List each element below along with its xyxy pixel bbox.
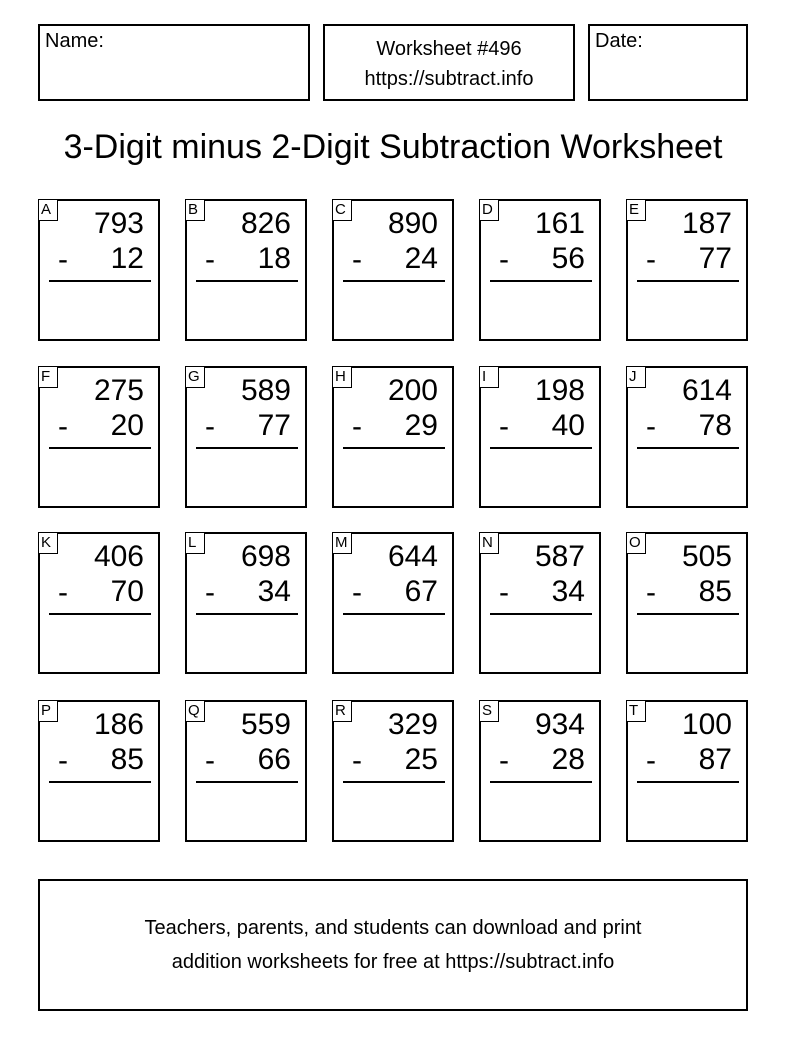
answer-line [343, 280, 445, 282]
problem-letter: S [479, 700, 499, 722]
answer-line [343, 447, 445, 449]
answer-line [637, 613, 739, 615]
minuend: 587 [534, 540, 585, 573]
answer-line [49, 447, 151, 449]
answer-line [637, 280, 739, 282]
minuend: 644 [387, 540, 438, 573]
minus-sign: - [352, 744, 362, 777]
minuend: 505 [681, 540, 732, 573]
subtrahend: 24 [404, 242, 438, 275]
page-title: 3-Digit minus 2-Digit Subtraction Worksheet [63, 128, 723, 166]
minuend: 406 [93, 540, 144, 573]
problem-card-p[interactable] [38, 700, 160, 842]
minus-sign: - [499, 744, 509, 777]
minus-sign: - [205, 410, 215, 443]
minus-sign: - [646, 410, 656, 443]
subtrahend: 40 [551, 409, 585, 442]
minuend: 100 [681, 708, 732, 741]
problem-card-g[interactable] [185, 366, 307, 508]
subtrahend: 85 [698, 575, 732, 608]
minuend: 793 [93, 207, 144, 240]
problem-card-m[interactable] [332, 532, 454, 674]
subtrahend: 56 [551, 242, 585, 275]
minus-sign: - [58, 243, 68, 276]
date-field-box[interactable] [588, 24, 748, 101]
problem-letter: C [332, 199, 352, 221]
answer-line [49, 280, 151, 282]
problem-letter: H [332, 366, 352, 388]
problem-letter: K [38, 532, 58, 554]
subtrahend: 77 [698, 242, 732, 275]
answer-line [343, 781, 445, 783]
footer-box [38, 879, 748, 1011]
answer-line [637, 781, 739, 783]
problem-letter: G [185, 366, 205, 388]
answer-line [637, 447, 739, 449]
minuend: 275 [93, 374, 144, 407]
problem-letter: B [185, 199, 205, 221]
minuend: 826 [240, 207, 291, 240]
minuend: 329 [387, 708, 438, 741]
problem-card-t[interactable] [626, 700, 748, 842]
answer-line [490, 447, 592, 449]
problem-letter: N [479, 532, 499, 554]
minus-sign: - [646, 243, 656, 276]
problem-letter: I [479, 366, 499, 388]
minus-sign: - [352, 576, 362, 609]
subtrahend: 70 [110, 575, 144, 608]
answer-line [196, 280, 298, 282]
problem-letter: P [38, 700, 58, 722]
problem-card-j[interactable] [626, 366, 748, 508]
minus-sign: - [499, 410, 509, 443]
problem-card-l[interactable] [185, 532, 307, 674]
answer-line [196, 447, 298, 449]
minus-sign: - [58, 410, 68, 443]
problem-letter: F [38, 366, 58, 388]
subtrahend: 12 [110, 242, 144, 275]
minuend: 890 [387, 207, 438, 240]
problem-letter: A [38, 199, 58, 221]
problem-card-h[interactable] [332, 366, 454, 508]
answer-line [490, 781, 592, 783]
minus-sign: - [499, 243, 509, 276]
answer-line [196, 781, 298, 783]
problem-card-i[interactable] [479, 366, 601, 508]
footer-line-1: Teachers, parents, and students can download and print [144, 917, 642, 939]
problem-card-a[interactable] [38, 199, 160, 341]
name-label: Name: [45, 30, 104, 52]
worksheet-info-box [323, 24, 575, 101]
minuend: 161 [534, 207, 585, 240]
problem-letter: M [332, 532, 352, 554]
minuend: 186 [93, 708, 144, 741]
subtrahend: 25 [404, 743, 438, 776]
worksheet-url: https://subtract.info [364, 68, 534, 90]
problem-letter: R [332, 700, 352, 722]
subtrahend: 29 [404, 409, 438, 442]
subtrahend: 77 [257, 409, 291, 442]
problem-card-e[interactable] [626, 199, 748, 341]
minus-sign: - [58, 576, 68, 609]
minuend: 698 [240, 540, 291, 573]
problem-letter: Q [185, 700, 205, 722]
answer-line [490, 280, 592, 282]
problem-letter: L [185, 532, 205, 554]
problem-letter: E [626, 199, 646, 221]
problem-letter: D [479, 199, 499, 221]
problem-card-k[interactable] [38, 532, 160, 674]
subtrahend: 66 [257, 743, 291, 776]
subtrahend: 85 [110, 743, 144, 776]
problem-card-q[interactable] [185, 700, 307, 842]
subtrahend: 34 [551, 575, 585, 608]
problem-card-r[interactable] [332, 700, 454, 842]
problem-letter: T [626, 700, 646, 722]
subtrahend: 34 [257, 575, 291, 608]
problem-card-s[interactable] [479, 700, 601, 842]
subtrahend: 67 [404, 575, 438, 608]
minus-sign: - [352, 410, 362, 443]
minus-sign: - [646, 744, 656, 777]
problem-letter: O [626, 532, 646, 554]
answer-line [490, 613, 592, 615]
minuend: 934 [534, 708, 585, 741]
minuend: 187 [681, 207, 732, 240]
minuend: 559 [240, 708, 291, 741]
minus-sign: - [205, 243, 215, 276]
minus-sign: - [352, 243, 362, 276]
problem-card-d[interactable] [479, 199, 601, 341]
name-field-box[interactable] [38, 24, 310, 101]
date-label: Date: [595, 30, 643, 52]
subtrahend: 78 [698, 409, 732, 442]
problem-card-o[interactable] [626, 532, 748, 674]
minus-sign: - [58, 744, 68, 777]
answer-line [49, 613, 151, 615]
problem-card-c[interactable] [332, 199, 454, 341]
problem-card-n[interactable] [479, 532, 601, 674]
answer-line [196, 613, 298, 615]
minuend: 589 [240, 374, 291, 407]
subtrahend: 20 [110, 409, 144, 442]
minuend: 614 [681, 374, 732, 407]
subtrahend: 28 [551, 743, 585, 776]
answer-line [49, 781, 151, 783]
minus-sign: - [205, 576, 215, 609]
problem-letter: J [626, 366, 646, 388]
worksheet-number: Worksheet #496 [376, 38, 522, 60]
minuend: 198 [534, 374, 585, 407]
subtrahend: 18 [257, 242, 291, 275]
minuend: 200 [387, 374, 438, 407]
answer-line [343, 613, 445, 615]
problem-card-b[interactable] [185, 199, 307, 341]
subtrahend: 87 [698, 743, 732, 776]
minus-sign: - [646, 576, 656, 609]
minus-sign: - [499, 576, 509, 609]
footer-line-2: addition worksheets for free at https://subtract.info [171, 951, 615, 973]
problem-card-f[interactable] [38, 366, 160, 508]
minus-sign: - [205, 744, 215, 777]
